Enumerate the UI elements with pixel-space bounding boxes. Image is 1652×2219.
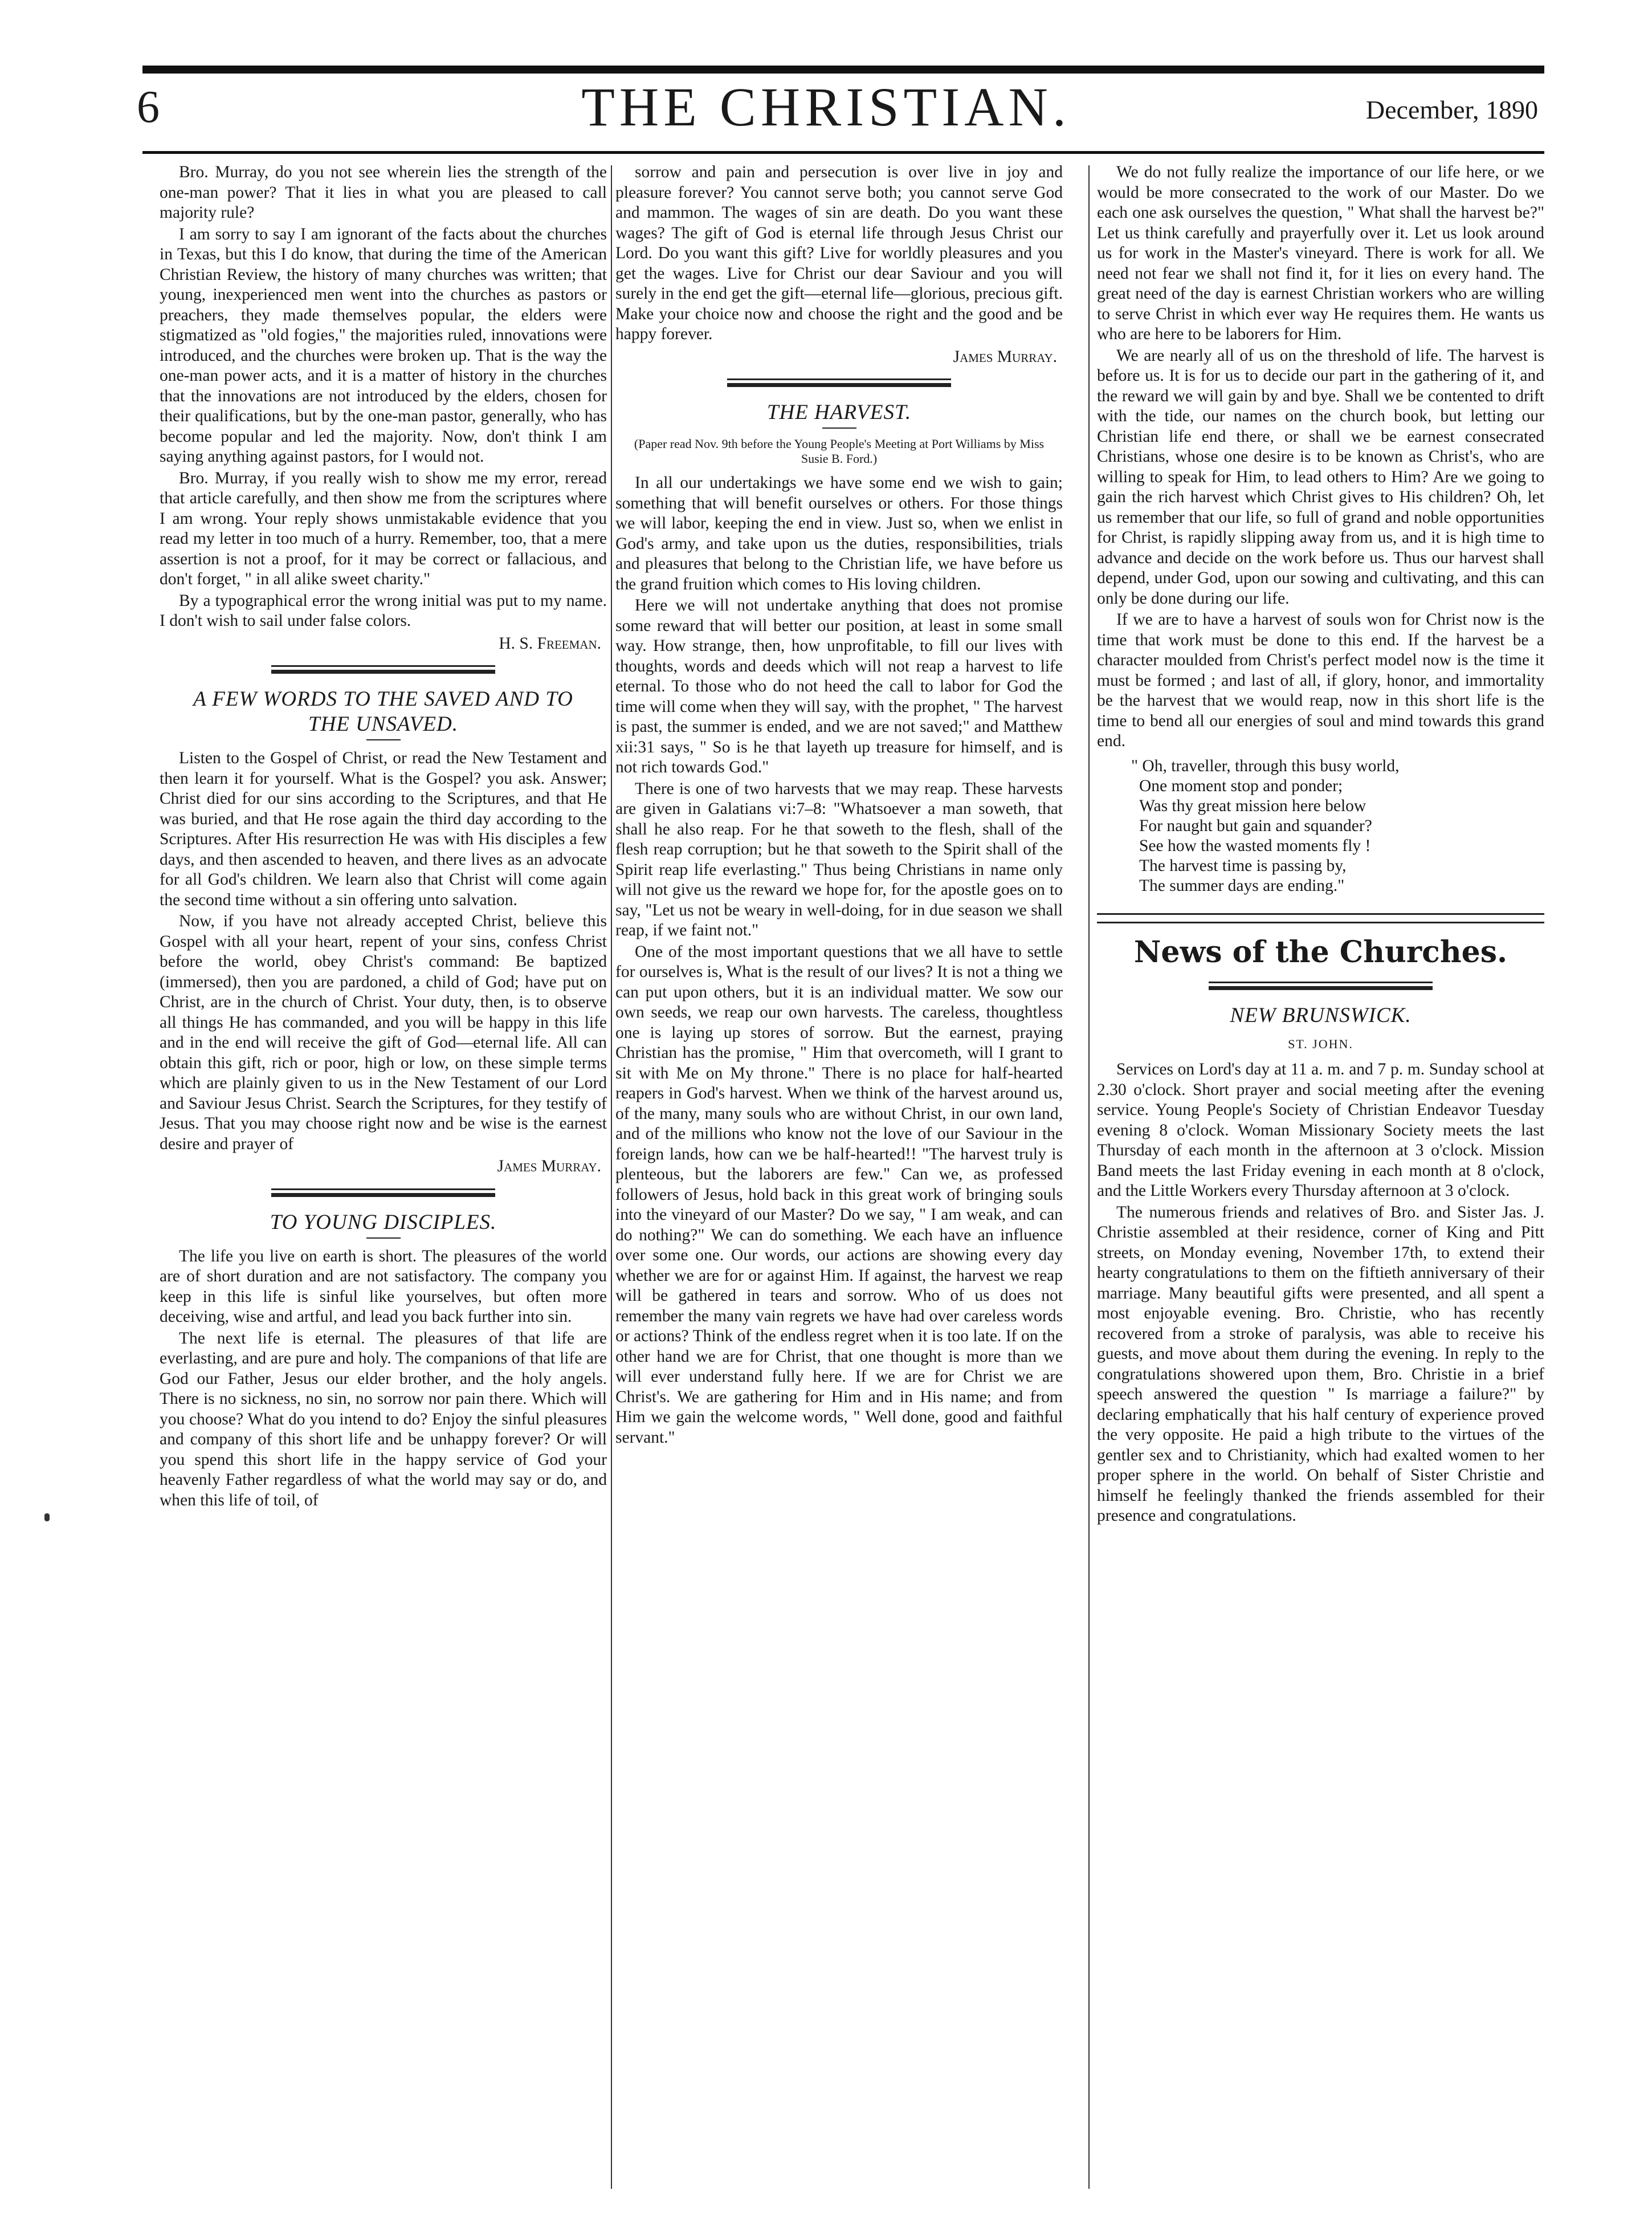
paragraph: sorrow and pain and persecution is over live in joy and pleasure forever? You cannot serve both; you cannot serve God and mammon. The wages of sin are death. Do you want these wages? The gift of God is eternal life through Jesus Christ our Lord. Do you want this gift? Live for worldly pleasures and you get the wages. Live for Christ our dear Saviour and you will surely in the end get the gift—eternal life—glorious, precious gift. Make your choice now and choose the right and the good and be happy forever. <box>615 163 1063 343</box>
paragraph: If we are to have a harvest of souls won for Christ now is the time that work must be done to this end. If the harvest be a character moulded from Christ's perfect model now is the time it must be formed ; and last of all, if glory, honor, and immortality be the harvest that we would reap, now in this short life is the time to bend all our energies of soul and mind towards this grand end. <box>1097 610 1544 750</box>
paragraph: The numerous friends and relatives of Bro. and Sister Jas. J. Christie assembled at their residence, corner of King and Pitt streets, on Monday evening, November 17th, to extend their hearty congratulations to them on the fiftieth anniversary of their marriage. Many beautiful gifts were presented, and all spent a most enjoyable evening. Bro. Christie, who has recently recovered from a stroke of paralysis, was able to receive his guests, and move about them during the evening. In reply to the congratulations showered upon them, Bro. Christie in a brief speech answered the question " Is marriage a failure?" by declaring emphatically that his half century of experience proved the very opposite. He paid a high tribute to the virtues of the gentler sex and to Christianity, which had exalted women to her proper sphere in the world. On behalf of Sister Christie and himself he feelingly thanked the friends assembled for their presence and congratulations. <box>1097 1203 1544 1525</box>
paragraph: There is one of two harvests that we may reap. These harvests are given in Galatians vi:7–8: "Whatsoever a man soweth, that shall he also reap. For he that soweth to the flesh, shall of the flesh reap corruption; but he that soweth to the Spirit shall of the Spirit reap life everlasting." Thus being Christians in name only will not give us the reward we hope for, for the apostle goes on to say, "Let us not be weary in well-doing, for in due season we shall reap, if we faint not." <box>615 779 1063 939</box>
heading-rule <box>366 1237 401 1239</box>
poem-line: One moment stop and ponder; <box>1139 776 1343 795</box>
poem <box>1131 756 1544 896</box>
masthead-title: THE CHRISTIAN. <box>581 76 1071 137</box>
section-separator <box>160 662 607 681</box>
section-double-rule <box>1097 913 1544 923</box>
paragraph: The next life is eternal. The pleasures of that life are everlasting, and are pure and holy. The companions of that life are God our Father, Jesus our elder brother, and the holy angels. There is no sickness, no sin, no sorrow nor pain there. Which will you choose? What do you intend to do? Enjoy the sinful pleasures and company of this short life and be unhappy forever? Or will you spend this short life in the happy service of God your heavenly Father regardless of what the world may say or do, and when this life of toil, of <box>160 1329 607 1509</box>
column-3 <box>1097 162 1544 2192</box>
poem-line: The harvest time is passing by, <box>1139 856 1347 875</box>
region-heading: NEW BRUNSWICK. <box>1230 1003 1412 1027</box>
article-note: (Paper read Nov. 9th before the Young People's Meeting at Port Williams by Miss Susie B. Ford.) <box>634 437 1045 466</box>
heading-rule <box>822 427 856 429</box>
poem-line: " Oh, traveller, through this busy world, <box>1131 756 1400 775</box>
column-divider <box>611 165 612 2189</box>
article-heading: A FEW WORDS TO THE SAVED AND TO THE UNSAVED. <box>193 687 573 736</box>
header-rule <box>142 151 1544 154</box>
paragraph: In all our undertakings we have some end we wish to gain; something that will benefit ourselves or others. For those things we will labor, keeping the end in view. Just so, when we enlist in God's army, and take upon us the duties, responsibilities, trials and pleasures that belong to the Christian life, we have before us the grand fruition which comes to His loving children. <box>615 474 1063 593</box>
paragraph: The life you live on earth is short. The pleasures of the world are of short duration and are not satisfactory. The company you keep in this life is sinful like yourselves, but often more deceiving, wise and artful, and lead you back further into sin. <box>160 1247 607 1326</box>
section-separator <box>1097 978 1544 997</box>
paragraph: By a typographical error the wrong initial was put to my name. I don't wish to sail under false colors. <box>160 591 607 630</box>
margin-mark <box>44 1513 50 1521</box>
paragraph: Services on Lord's day at 11 a. m. and 7 p. m. Sunday school at 2.30 o'clock. Short prayer and social meeting after the evening service. Young People's Society of Christian Endeavor Tuesday evening 8 o'clock. Woman Missionary Society meets the last Thursday of each month in the afternoon at 3 o'clock. Mission Band meets the last Friday evening in each month at 8 o'clock, and the Little Workers every Thursday afternoon at 3 o'clock. <box>1097 1060 1544 1200</box>
paragraph: We are nearly all of us on the threshold of life. The harvest is before us. It is for us to decide our part in the gathering of it, and the reward we will gain by and bye. Shall we be contented to drift with the tide, our names on the church book, but letting our Christian life end there, or shall we be earnest consecrated Christians, whose one desire is to be known as Christ's, who are willing to speak for Him, to lead others to Him? Are we going to gain the rich harvest which Christ gives to His children? Oh, let us remember that our life, so full of grand and noble opportunities for Christ, is rapidly slipping away from us, and it is high time to advance and decide on the work before us. Thus our harvest shall depend, under God, upon our sowing and cultivating, and this can only be done during our life. <box>1097 346 1544 608</box>
paragraph: One of the most important questions that we all have to settle for ourselves is, What is the result of our lives? It is not a thing we can put upon others, but it is an individual matter. We sow our own seeds, we reap our own harvests. The careless, thoughtless one is laying up stores of sorrow. But the earnest, praying Christian has the promise, " Him that overcometh, will I grant to sit with Me on My throne." There is no place for half-hearted reapers in God's harvest. When we think of the harvest around us, of the many, many souls who are without Christ, in our own land, and of the millions who know not the love of our Saviour in the foreign lands, how can we be half-hearted!! "The harvest truly is plenteous, but the laborers are few." Can we, as professed followers of Jesus, hold back in this great work of bringing souls into the vineyard of our Master? Do we say, " I am weak, and can do nothing?" We can do something. We each have an influence over some one. Our words, our actions are showing every day whether we are for or against Him. If against, the harvest we reap will be gathered in tears and sorrow. Who of us does not remember the many vain regrets we have had over careless words or actions? Think of the endless regret when it is too late. If on the other hand we are for Christ, that one thought is more than we will ever understand fully here. If we are for Christ we are Christ's. We are gathering for Him and in His name; and from Him we gain the welcome words, " Well done, good and faithful servant." <box>615 942 1063 1447</box>
poem-line: See how the wasted moments fly ! <box>1139 836 1371 855</box>
paragraph: I am sorry to say I am ignorant of the facts about the churches in Texas, but this I do know, that during the time of the American Christian Review, the history of many churches was written; that young, inexperienced men went into the churches as pastors or preachers, they made themselves popular, the elders were stigmatized as "old fogies," the majorities ruled, innovations were introduced, and the churches were broken up. That is the way the one-man power acts, and it is a matter of history in the churches that the innovations are not introduced by the elders, chosen for their qualifications, but by the one-man pastor, generally, who has become popular and led the majority. Now, don't think I am saying anything against pastors, for I would not. <box>160 225 607 466</box>
news-section-title: News of the Churches. <box>1133 934 1508 970</box>
issue-date: December, 1890 <box>1365 95 1538 124</box>
poem-line: Was thy great mission here below <box>1139 796 1367 815</box>
paragraph: We do not fully realize the importance of our life here, or we would be more consecrated to the work of our Master. Do we each one ask ourselves the question, " What shall the harvest be?" Let us think carefully and prayerfully over it. Let us look around us for work in the Master's vineyard. There is work for all. We need not fear we shall not find it, for it lies on every hand. The great need of the day is earnest Christian workers who are willing to serve Christ in which ever way He requires them. He wants us who are here to be laborers for Him. <box>1097 163 1544 343</box>
paragraph: Here we will not undertake anything that does not promise some reward that will better our position, at least in some small way. How strange, then, how unprofitable, to fill our lives with thoughts, words and deeds which will not reap a harvest to life eternal. To those who do not heed the call to labor for God the time will come when they will say, with the prophet, " The harvest is past, the summer is ended, and we are not saved;" and Matthew xii:31 says, " So is he that layeth up treasure for himself, and is not rich towards God." <box>615 596 1063 776</box>
column-2 <box>615 162 1063 2192</box>
poem-line: The summer days are ending." <box>1139 876 1345 895</box>
page-number: 6 <box>137 82 160 132</box>
signature: James Murray. <box>497 1157 601 1175</box>
city-subheading: ST. JOHN. <box>1288 1036 1353 1051</box>
paragraph: Listen to the Gospel of Christ, or read the New Testament and then learn it for yourself. What is the Gospel? you ask. Answer; Christ died for our sins according to the Scriptures, and that He was buried, and that He rose again the third day according to the Scriptures. After His resurrection He was with His disciples a few days, and then ascended to heaven, and there lives as an advocate for all God's children. We learn also that Christ will come again the second time without a sin offering unto salvation. <box>160 749 607 909</box>
article-heading: THE HARVEST. <box>766 401 912 424</box>
signature: James Murray. <box>953 347 1057 366</box>
article-heading: TO YOUNG DISCIPLES. <box>270 1210 497 1234</box>
signature: H. S. Freeman. <box>499 634 601 653</box>
column-1 <box>160 162 607 2192</box>
top-border-rule <box>142 66 1544 74</box>
paragraph: Bro. Murray, do you not see wherein lies the strength of the one-man power? That it lies in what you are pleased to call majority rule? <box>160 163 607 222</box>
section-separator <box>615 375 1063 394</box>
section-separator <box>160 1185 607 1204</box>
poem-line: For naught but gain and squander? <box>1139 816 1372 835</box>
paragraph: Bro. Murray, if you really wish to show me my error, reread that article carefully, and then show me from the scriptures where I am wrong. Your reply shows unmistakable evidence that you read my letter in too much of a hurry. Remember, too, that a mere assertion is not a proof, for it may be correct or fallacious, and don't forget, " in all alike sweet charity." <box>160 469 607 588</box>
heading-rule <box>366 739 401 740</box>
paragraph: Now, if you have not already accepted Christ, believe this Gospel with all your heart, repent of your sins, confess Christ before the world, obey Christ's command: Be baptized (immersed), then you are pardoned, a child of God; have put on Christ, are in the church of Christ. Your duty, then, is to observe all things He has commanded, and you will be happy in this life and in the end will receive the gift of God—eternal life. All can obtain this gift, rich or poor, high or low, on these simple terms which are plainly given to us in the New Testament of our Lord and Saviour Jesus Christ. Search the Scriptures, for they testify of Jesus. That you may choose right now and be wise is the earnest desire and prayer of <box>160 912 607 1153</box>
column-divider <box>1088 165 1090 2189</box>
